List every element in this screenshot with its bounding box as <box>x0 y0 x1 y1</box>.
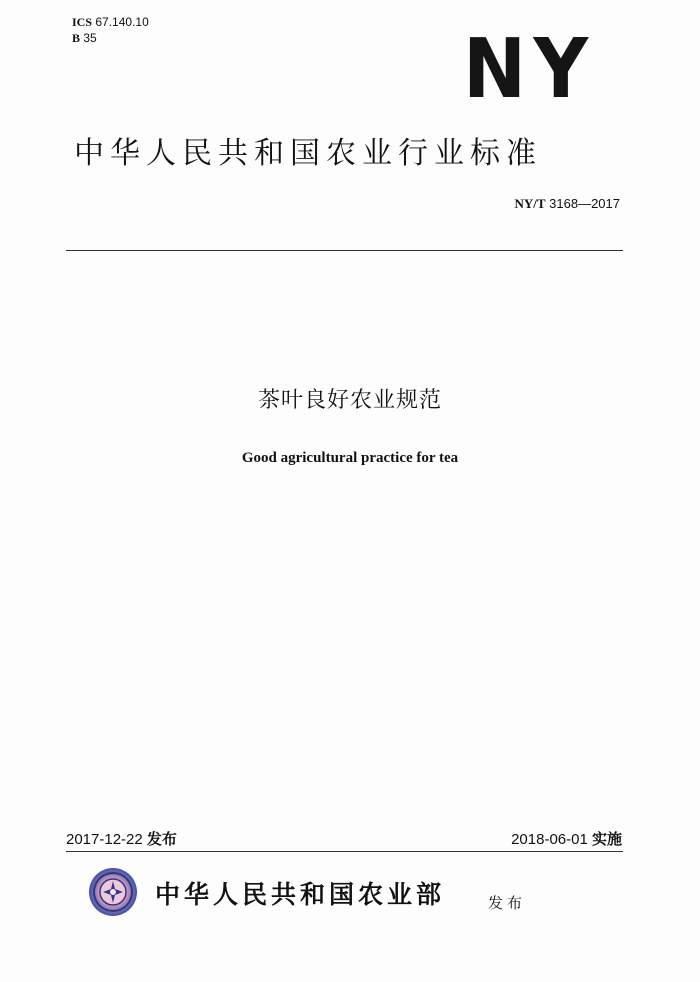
ministry-name: 中华人民共和国农业部 <box>155 880 446 909</box>
publisher-category-title: 中华人民共和国农业行业标准 <box>74 136 542 171</box>
bottom-divider <box>66 851 623 852</box>
implementation-label: 实施 <box>591 830 622 848</box>
classification-codes <box>72 14 149 46</box>
chinese-title: 茶叶良好农业规范 <box>257 388 442 413</box>
implementation-date: 2018-06-01 <box>511 831 588 848</box>
issue-date-line <box>66 828 177 849</box>
ics-label: ICS <box>72 15 93 29</box>
issue-label: 发布 <box>146 830 177 848</box>
top-divider <box>66 250 623 251</box>
publish-label: 发布 <box>488 894 527 912</box>
ccs-line <box>72 30 149 46</box>
ny-logo: NY <box>463 22 596 117</box>
ccs-code: 35 <box>83 31 97 45</box>
ccs-label: B <box>72 31 81 45</box>
standard-prefix: NY/T <box>514 196 546 211</box>
ics-code: 67.140.10 <box>95 15 149 29</box>
english-title: Good agricultural practice for tea <box>241 450 459 466</box>
implementation-date-line <box>511 828 622 849</box>
ministry-emblem-icon <box>88 867 138 917</box>
standard-number-value: 3168—2017 <box>549 196 620 211</box>
ics-line <box>72 14 149 30</box>
issue-date: 2017-12-22 <box>66 831 143 848</box>
standard-number <box>514 196 620 212</box>
